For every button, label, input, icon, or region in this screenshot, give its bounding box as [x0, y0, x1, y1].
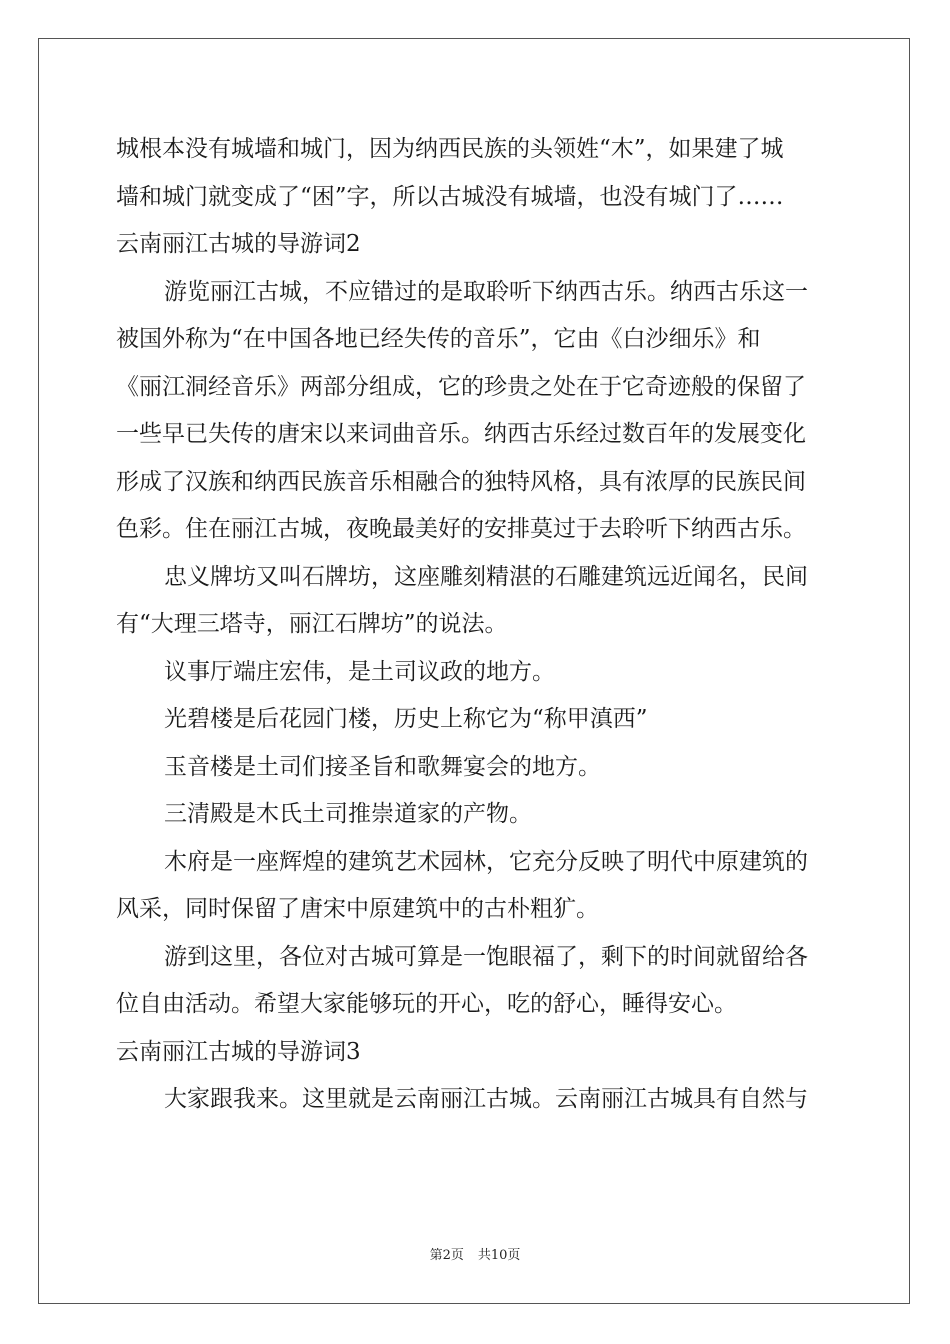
text-line: 形成了汉族和纳西民族音乐相融合的独特风格，具有浓厚的民族民间: [116, 468, 806, 495]
text-line: 三清殿是木氏土司推崇道家的产物。: [164, 801, 532, 827]
text-line: 一些早已失传的唐宋以来词曲音乐。纳西古乐经过数百年的发展变化: [116, 421, 806, 447]
text-line: 风采，同时保留了唐宋中原建筑中的古朴粗犷。: [116, 896, 599, 922]
text-line: 光碧楼是后花园门楼，历史上称它为“称甲滇西”: [164, 706, 648, 732]
text-line: 议事厅端庄宏伟，是土司议政的地方。: [164, 658, 555, 685]
text-line: 游到这里，各位对古城可算是一饱眼福了，剩下的时间就留给各: [164, 943, 808, 970]
text-line: 墙和城门就变成了“困”字，所以古城没有城墙，也没有城门了……: [116, 183, 784, 210]
text-line: 忠义牌坊又叫石牌坊，这座雕刻精湛的石雕建筑远近闻名，民间: [164, 563, 808, 590]
text-line: 城根本没有城墙和城门，因为纳西民族的头领姓“木”，如果建了城: [116, 136, 784, 162]
text-line: 大家跟我来。这里就是云南丽江古城。云南丽江古城具有自然与: [164, 1086, 808, 1112]
page-number: 第2页: [429, 1248, 464, 1263]
page-footer: [0, 1244, 950, 1263]
text-line: 云南丽江古城的导游词3: [116, 1038, 361, 1065]
text-line: 《丽江洞经音乐》两部分组成，它的珍贵之处在于它奇迹般的保留了: [116, 373, 806, 400]
page-total: 共10页: [477, 1248, 521, 1263]
text-line: 被国外称为“在中国各地已经失传的音乐”，它由《白沙细乐》和: [116, 326, 761, 352]
text-line: 有“大理三塔寺，丽江石牌坊”的说法。: [116, 611, 508, 637]
text-line: 木府是一座辉煌的建筑艺术园林，它充分反映了明代中原建筑的: [164, 848, 808, 875]
text-line: 玉音楼是土司们接圣旨和歌舞宴会的地方。: [164, 753, 601, 780]
text-line: 色彩。住在丽江古城，夜晚最美好的安排莫过于去聆听下纳西古乐。: [116, 516, 806, 542]
text-line: 游览丽江古城，不应错过的是取聆听下纳西古乐。纳西古乐这一: [164, 278, 808, 305]
text-line: 云南丽江古城的导游词2: [116, 231, 361, 257]
document-body: [116, 126, 836, 1124]
text-line: 位自由活动。希望大家能够玩的开心，吃的舒心，睡得安心。: [116, 991, 737, 1017]
